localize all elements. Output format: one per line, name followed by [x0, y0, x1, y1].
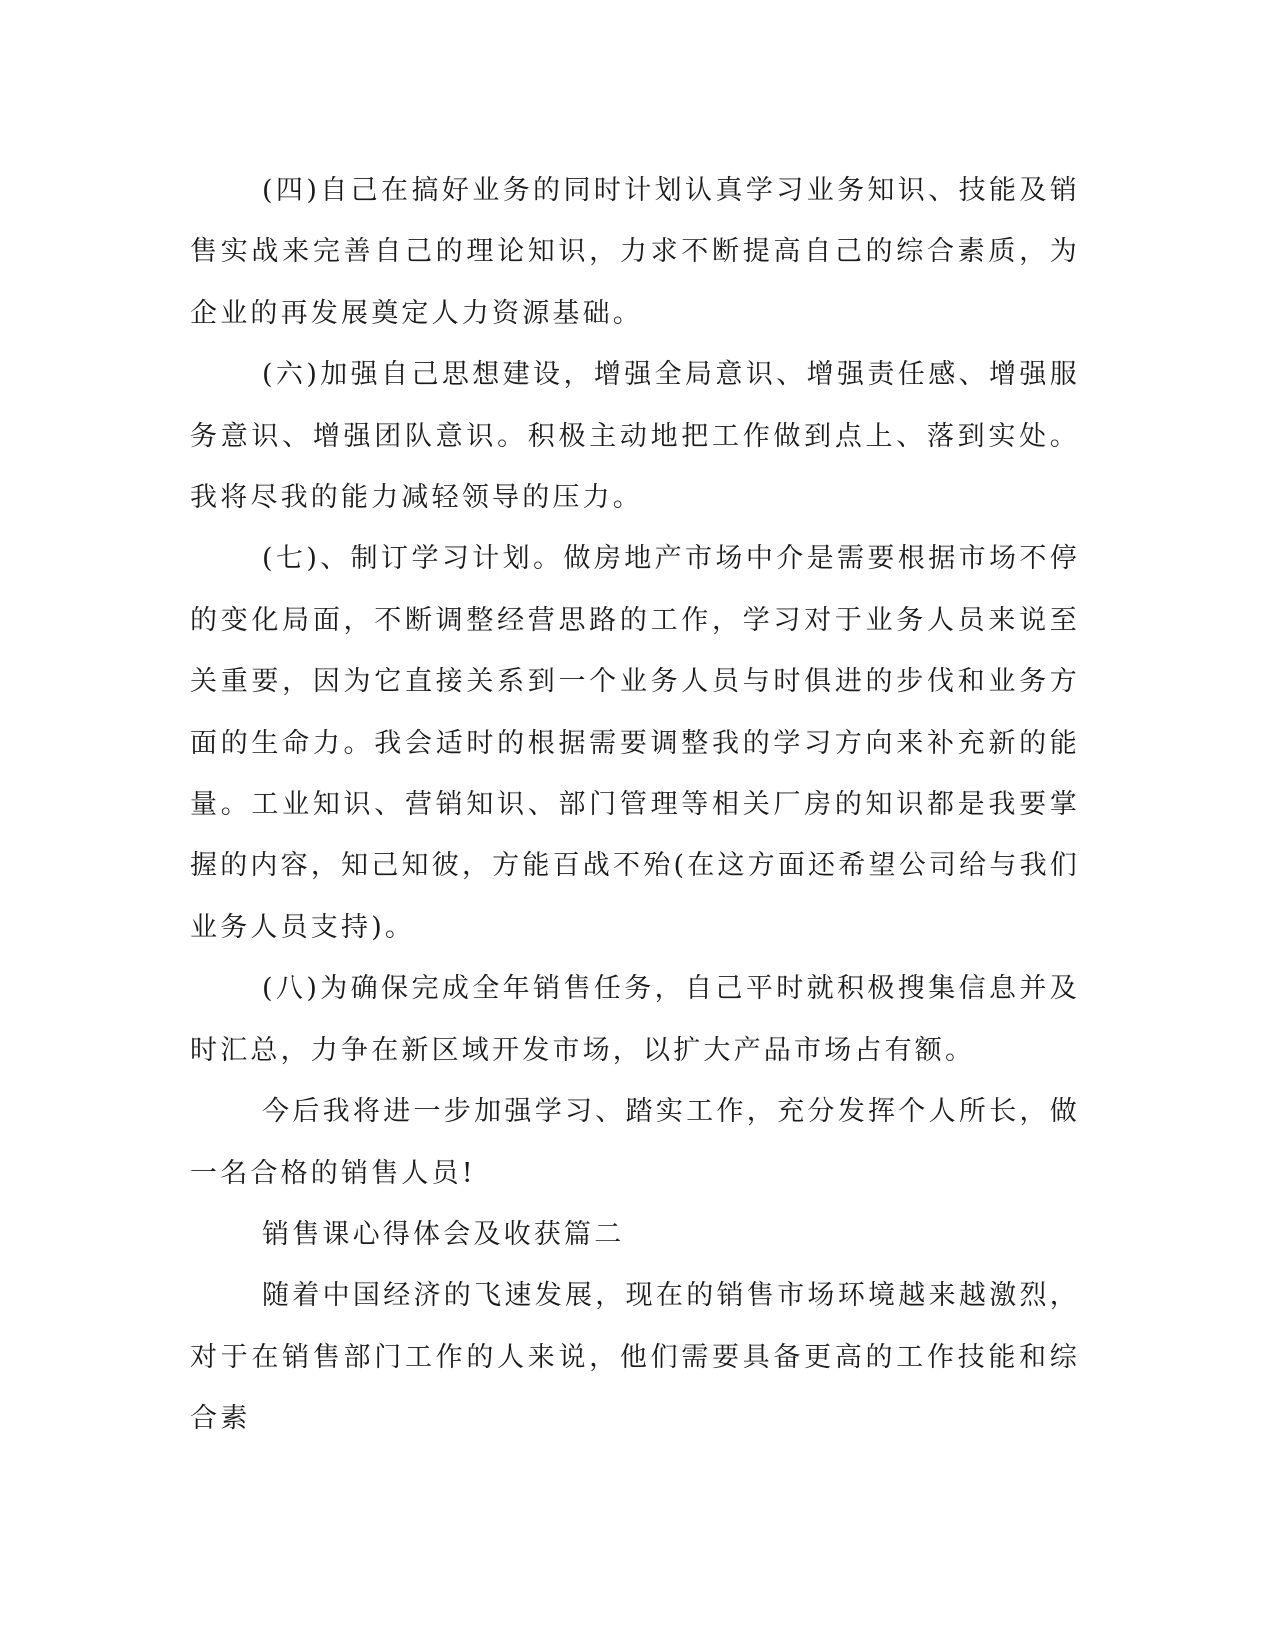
paragraph-intro-part-two: 随着中国经济的飞速发展，现在的销售市场环境越来越激烈，对于在销售部门工作的人来说，他们需要具备更高的工作技能和综合素: [190, 1280, 1080, 1435]
paragraph-conclusion: 今后我将进一步加强学习、踏实工作，充分发挥个人所长，做一名合格的销售人员!: [190, 1096, 1080, 1189]
paragraph-study-plan: (四)自己在搞好业务的同时计划认真学习业务知识、技能及销售实战来完善自己的理论知识，力求不断提高自己的综合素质，为企业的再发展奠定人力资源基础。: [190, 175, 1080, 329]
paragraph-sales-target: (八)为确保完成全年销售任务，自己平时就积极搜集信息并及时汇总，力争在新区域开发市场，以扩大产品市场占有额。: [190, 973, 1080, 1066]
section-heading: 销售课心得体会及收获篇二: [262, 1218, 625, 1250]
paragraph-learning-plan: (七)、制订学习计划。做房地产市场中介是需要根据市场不停的变化局面，不断调整经营思路的工作，学习对于业务人员来说至关重要，因为它直接关系到一个业务人员与时俱进的步伐和业务方面的生命力。我会适时的根据需要调整我的学习方向来补充新的能量。工业知识、营销知识、部门管理等相关厂房的知识都是我要掌握的内容，知己知彼，方能百战不殆(在这方面还希望公司给与我们业务人员支持)。: [190, 543, 1080, 943]
document-body: [190, 160, 1080, 1450]
paragraph-ideology: (六)加强自己思想建设，增强全局意识、增强责任感、增强服务意识、增强团队意识。积极主动地把工作做到点上、落到实处。我将尽我的能力减轻领导的压力。: [190, 359, 1080, 514]
